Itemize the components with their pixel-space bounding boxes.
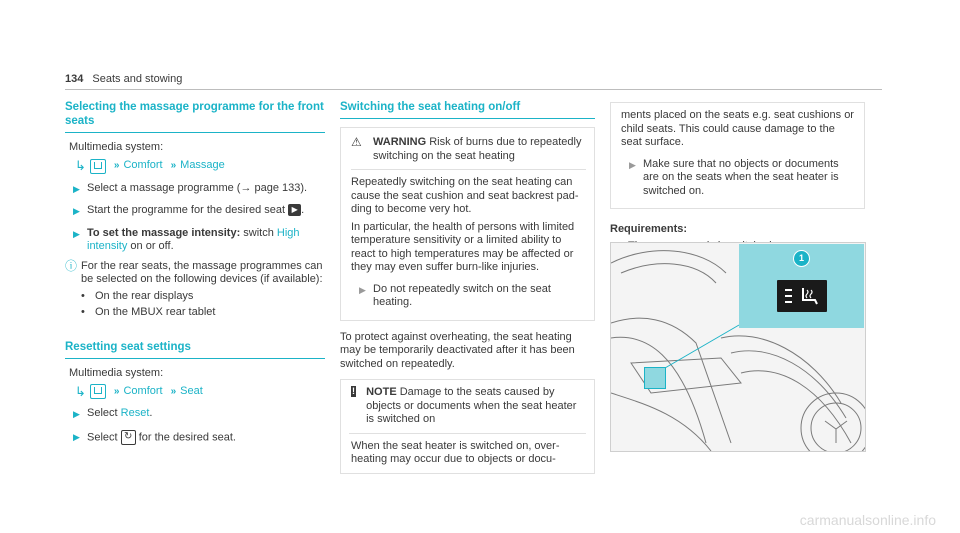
- warning-label: WARNING: [373, 136, 427, 148]
- page-number: 134: [65, 73, 84, 85]
- watermark: carmanualsonline.info: [799, 511, 936, 528]
- path-comfort[interactable]: Comfort: [123, 159, 163, 172]
- warning-headline: Risk of burns due to repeatedly switching on the seat heating: [373, 136, 582, 162]
- section-name: Seats and stowing: [92, 73, 183, 85]
- multimedia-label: Multimedia system:: [69, 141, 164, 153]
- step-text: Do not repeatedly switch on the seat heating.: [373, 282, 551, 308]
- page-header: [65, 73, 182, 87]
- info-icon: ⓘ: [65, 258, 78, 273]
- seat-heating-button: [777, 280, 827, 312]
- reset-link[interactable]: Reset: [120, 407, 150, 419]
- chevron-icon: »: [170, 160, 175, 172]
- note-headline: Damage to the seats caused by objects or documents when the seat heater is switched on: [366, 386, 577, 425]
- seat-heating-icon: [777, 280, 827, 312]
- play-button-icon: ▶: [288, 204, 301, 216]
- note-label: NOTE: [366, 386, 397, 398]
- info-note: [65, 260, 325, 287]
- bullet-text: On the MBUX rear tablet: [95, 306, 216, 318]
- path-massage[interactable]: Massage: [180, 159, 225, 172]
- door-panel-illustration: [610, 242, 866, 452]
- callout-marker: 1: [793, 250, 810, 267]
- warning-paragraph: In particular, the health of persons with limited temperature sensitivity or a limited ability to react to high temperatures may be affected or they may even suffer burn-like injuries.: [351, 220, 575, 273]
- warning-header: [351, 136, 586, 163]
- page-ref[interactable]: page 133).: [254, 181, 308, 194]
- note-text: For the rear seats, the massage programmes can be selected on the following devices (if available):: [81, 259, 323, 285]
- step-text: switch: [240, 226, 277, 239]
- section-title-reset: Resetting seat settings: [65, 340, 325, 359]
- header-rule: [65, 89, 882, 90]
- column-2: [340, 100, 595, 474]
- requirements-title: Requirements:: [610, 223, 688, 235]
- chevron-icon: »: [113, 160, 118, 172]
- path-comfort[interactable]: Comfort: [123, 384, 163, 397]
- multimedia-label: Multimedia system:: [69, 366, 164, 379]
- step-select-seat: [65, 430, 325, 445]
- step-arrow-icon: ▶: [73, 228, 80, 239]
- high-intensity-link[interactable]: High intensity: [87, 226, 300, 252]
- note-continuation: [610, 102, 865, 209]
- exclamation-icon: !: [352, 386, 356, 396]
- step-arrow-icon: ▶: [73, 409, 80, 419]
- section-title-heating: Switching the seat heating on/off: [340, 100, 595, 119]
- return-arrow-icon: ↳: [75, 158, 86, 174]
- nav-path-seat: [65, 384, 325, 399]
- step-arrow-icon: ▶: [629, 159, 636, 170]
- step-select-reset: ▶ Select Reset.: [65, 407, 325, 422]
- step-intensity: [65, 227, 325, 254]
- nav-path-massage: [65, 159, 325, 174]
- step-arrow-icon: ▶: [359, 284, 366, 295]
- step-text: Start the programme for the desired seat: [87, 204, 286, 216]
- warning-box: [340, 127, 595, 321]
- note-body: When the seat heater is switched on, over-heating may occur due to objects or docu-: [351, 439, 560, 465]
- note-body: ments placed on the seats e.g. seat cushions or child seats. This could cause damage to the seat surface.: [621, 109, 854, 148]
- step-text: on or off.: [127, 240, 174, 252]
- reference-arrow-icon: →: [240, 181, 252, 194]
- step-arrow-icon: ▶: [73, 431, 80, 442]
- rotate-icon: ↻: [121, 430, 136, 445]
- column-1: [65, 100, 325, 445]
- path-seat[interactable]: Seat: [180, 384, 203, 397]
- overheating-paragraph: To protect against overheating, the seat heating may be temporarily deactivated after it has been switched on repeatedly.: [340, 330, 575, 370]
- bullet-item: • On the MBUX rear tablet: [81, 306, 216, 318]
- home-icon[interactable]: [90, 384, 106, 399]
- step-select-programme: [65, 182, 325, 197]
- bullet-text: On the rear displays: [95, 289, 194, 302]
- step-text: Make sure that no objects or documents are on the seats when the seat heater is switched on.: [643, 157, 839, 197]
- step-start-programme: ▶ Start the programme for the desired seat ▶ .: [65, 204, 325, 219]
- step-arrow-icon: ▶: [73, 183, 80, 194]
- step-arrow-icon: ▶: [73, 206, 80, 216]
- warning-paragraph: Repeatedly switching on the seat heating can cause the seat cushion and seat backrest pad-ding to become very hot.: [351, 176, 579, 215]
- switch-detail-inset: [739, 244, 864, 328]
- step-text: for the desired seat.: [138, 430, 236, 443]
- step-bold: To set the massage intensity:: [87, 226, 241, 239]
- note-box: [340, 379, 595, 474]
- step-text: Select: [87, 407, 121, 419]
- step-text: Select a massage programme (: [87, 181, 241, 194]
- callout-line: [663, 323, 743, 373]
- home-icon[interactable]: [90, 159, 106, 174]
- step-text: Select: [87, 430, 118, 443]
- bullet-item: • On the rear displays: [81, 289, 194, 302]
- warning-step: [351, 283, 586, 310]
- chevron-icon: »: [113, 385, 118, 397]
- chevron-icon: »: [170, 385, 175, 397]
- warning-icon: ⚠: [351, 135, 362, 149]
- column-3: [610, 100, 865, 253]
- return-arrow-icon: ↳: [75, 383, 86, 399]
- section-title-massage: Selecting the massage programme for the front seats: [65, 100, 325, 133]
- note-step: [621, 158, 856, 199]
